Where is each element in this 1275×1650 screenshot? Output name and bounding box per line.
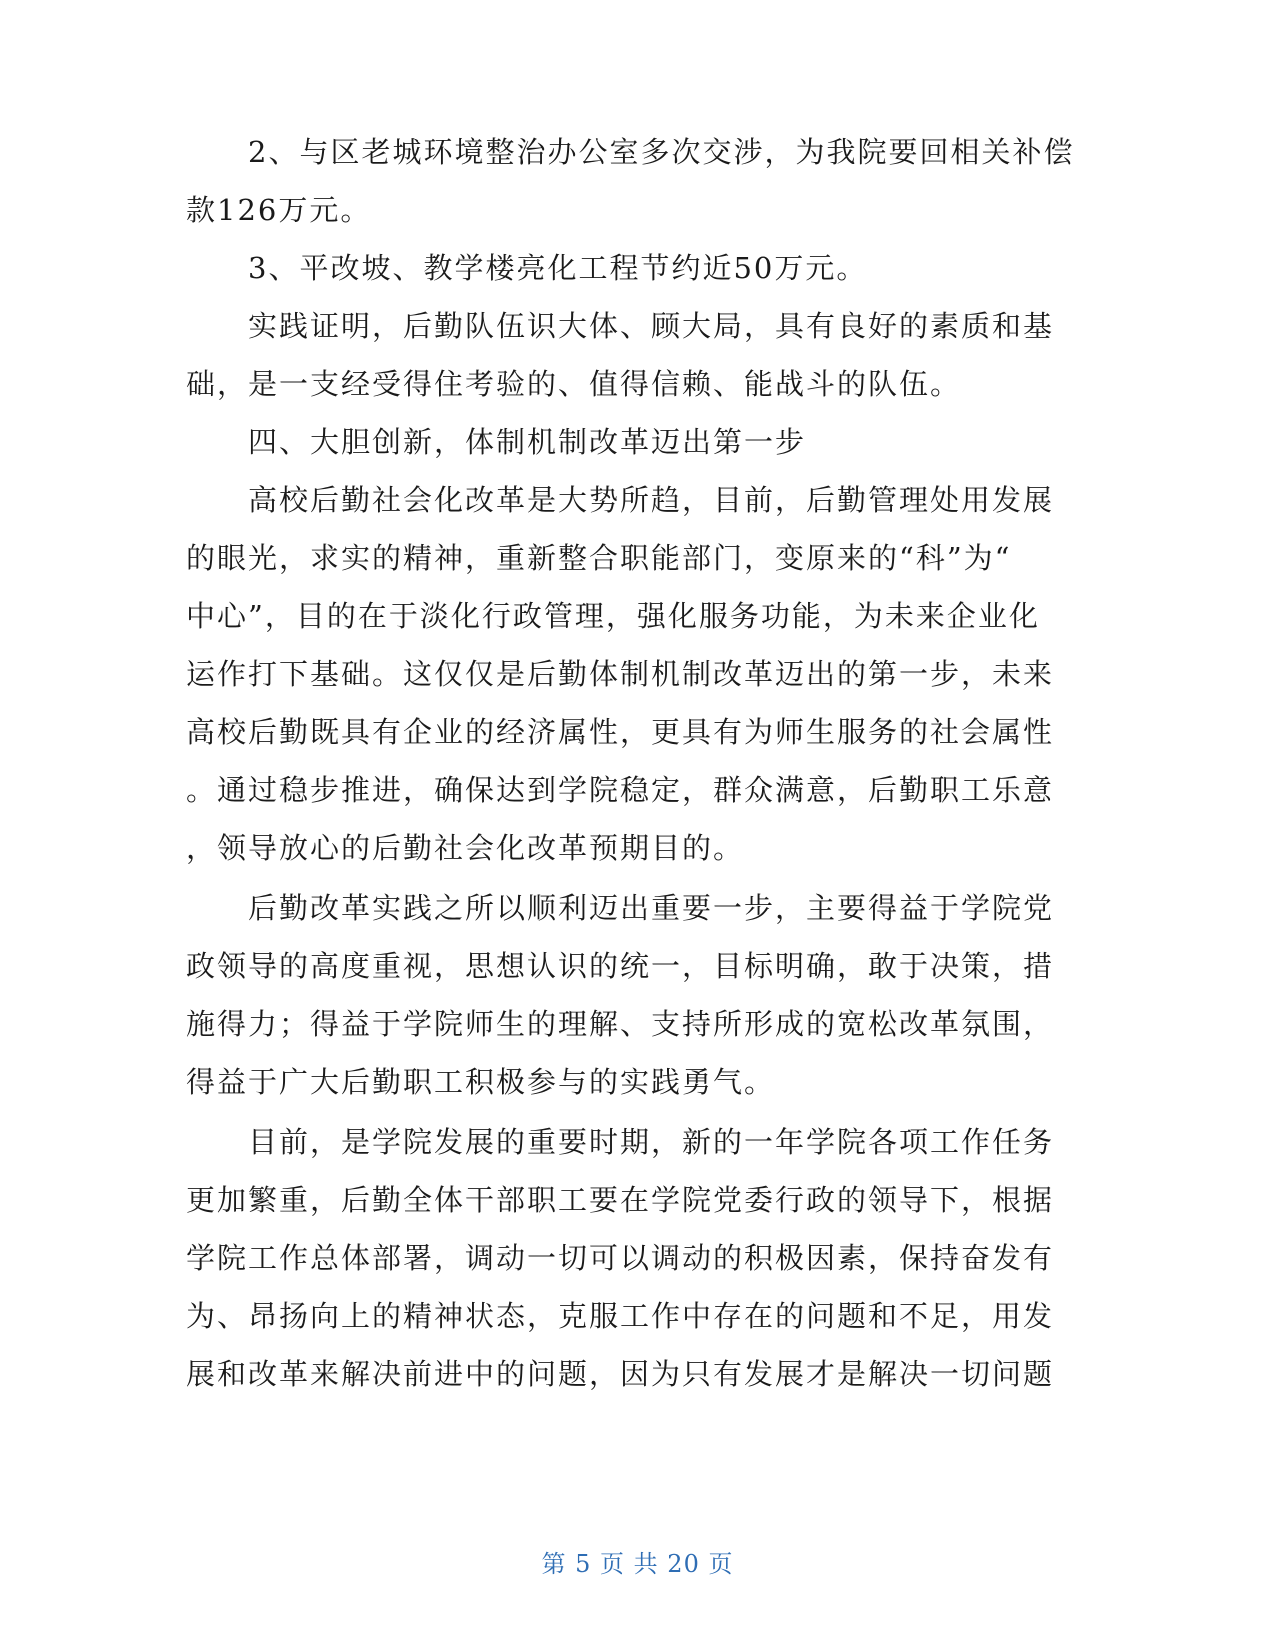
text-line: 础，是一支经受得住考验的、值得信赖、能战斗的队伍。 xyxy=(186,367,962,401)
text-line: 运作打下基础。这仅仅是后勤体制机制改革迈出的第一步，未来 xyxy=(186,657,1055,691)
text-line: ，领导放心的后勤社会化改革预期目的。 xyxy=(186,831,745,865)
text-line: 政领导的高度重视，思想认识的统一，目标明确，敢于决策，措 xyxy=(186,949,1055,983)
text-line: 的眼光，求实的精神，重新整合职能部门，变原来的“科”为“ xyxy=(186,541,1012,575)
text-line: 3、平改坡、教学楼亮化工程节约近50万元。 xyxy=(186,251,868,285)
text-line: 学院工作总体部署，调动一切可以调动的积极因素，保持奋发有 xyxy=(186,1241,1055,1275)
text-line: 后勤改革实践之所以顺利迈出重要一步，主要得益于学院党 xyxy=(186,891,1055,925)
text-line: 得益于广大后勤职工积极参与的实践勇气。 xyxy=(186,1065,776,1099)
text-line: 2、与区老城环境整治办公室多次交涉，为我院要回相关补偿 xyxy=(186,135,1075,169)
text-line: 为、昂扬向上的精神状态，克服工作中存在的问题和不足，用发 xyxy=(186,1299,1055,1333)
text-line: 展和改革来解决前进中的问题，因为只有发展才是解决一切问题 xyxy=(186,1357,1055,1391)
text-line: 实践证明，后勤队伍识大体、顾大局，具有良好的素质和基 xyxy=(186,309,1055,343)
text-line: 中心”，目的在于淡化行政管理，强化服务功能，为未来企业化 xyxy=(186,599,1040,633)
text-line: 四、大胆创新，体制机制改革迈出第一步 xyxy=(186,425,807,459)
text-line: 施得力；得益于学院师生的理解、支持所形成的宽松改革氛围， xyxy=(186,1007,1055,1041)
page-number: 第 5 页 共 20 页 xyxy=(541,1550,734,1578)
text-line: 目前，是学院发展的重要时期，新的一年学院各项工作任务 xyxy=(186,1125,1055,1159)
text-line: 更加繁重，后勤全体干部职工要在学院党委行政的领导下，根据 xyxy=(186,1183,1055,1217)
text-line: 高校后勤社会化改革是大势所趋，目前，后勤管理处用发展 xyxy=(186,483,1055,517)
text-line: 款126万元。 xyxy=(186,193,372,227)
text-line: 。通过稳步推进，确保达到学院稳定，群众满意，后勤职工乐意 xyxy=(186,773,1055,807)
text-line: 高校后勤既具有企业的经济属性，更具有为师生服务的社会属性 xyxy=(186,715,1055,749)
